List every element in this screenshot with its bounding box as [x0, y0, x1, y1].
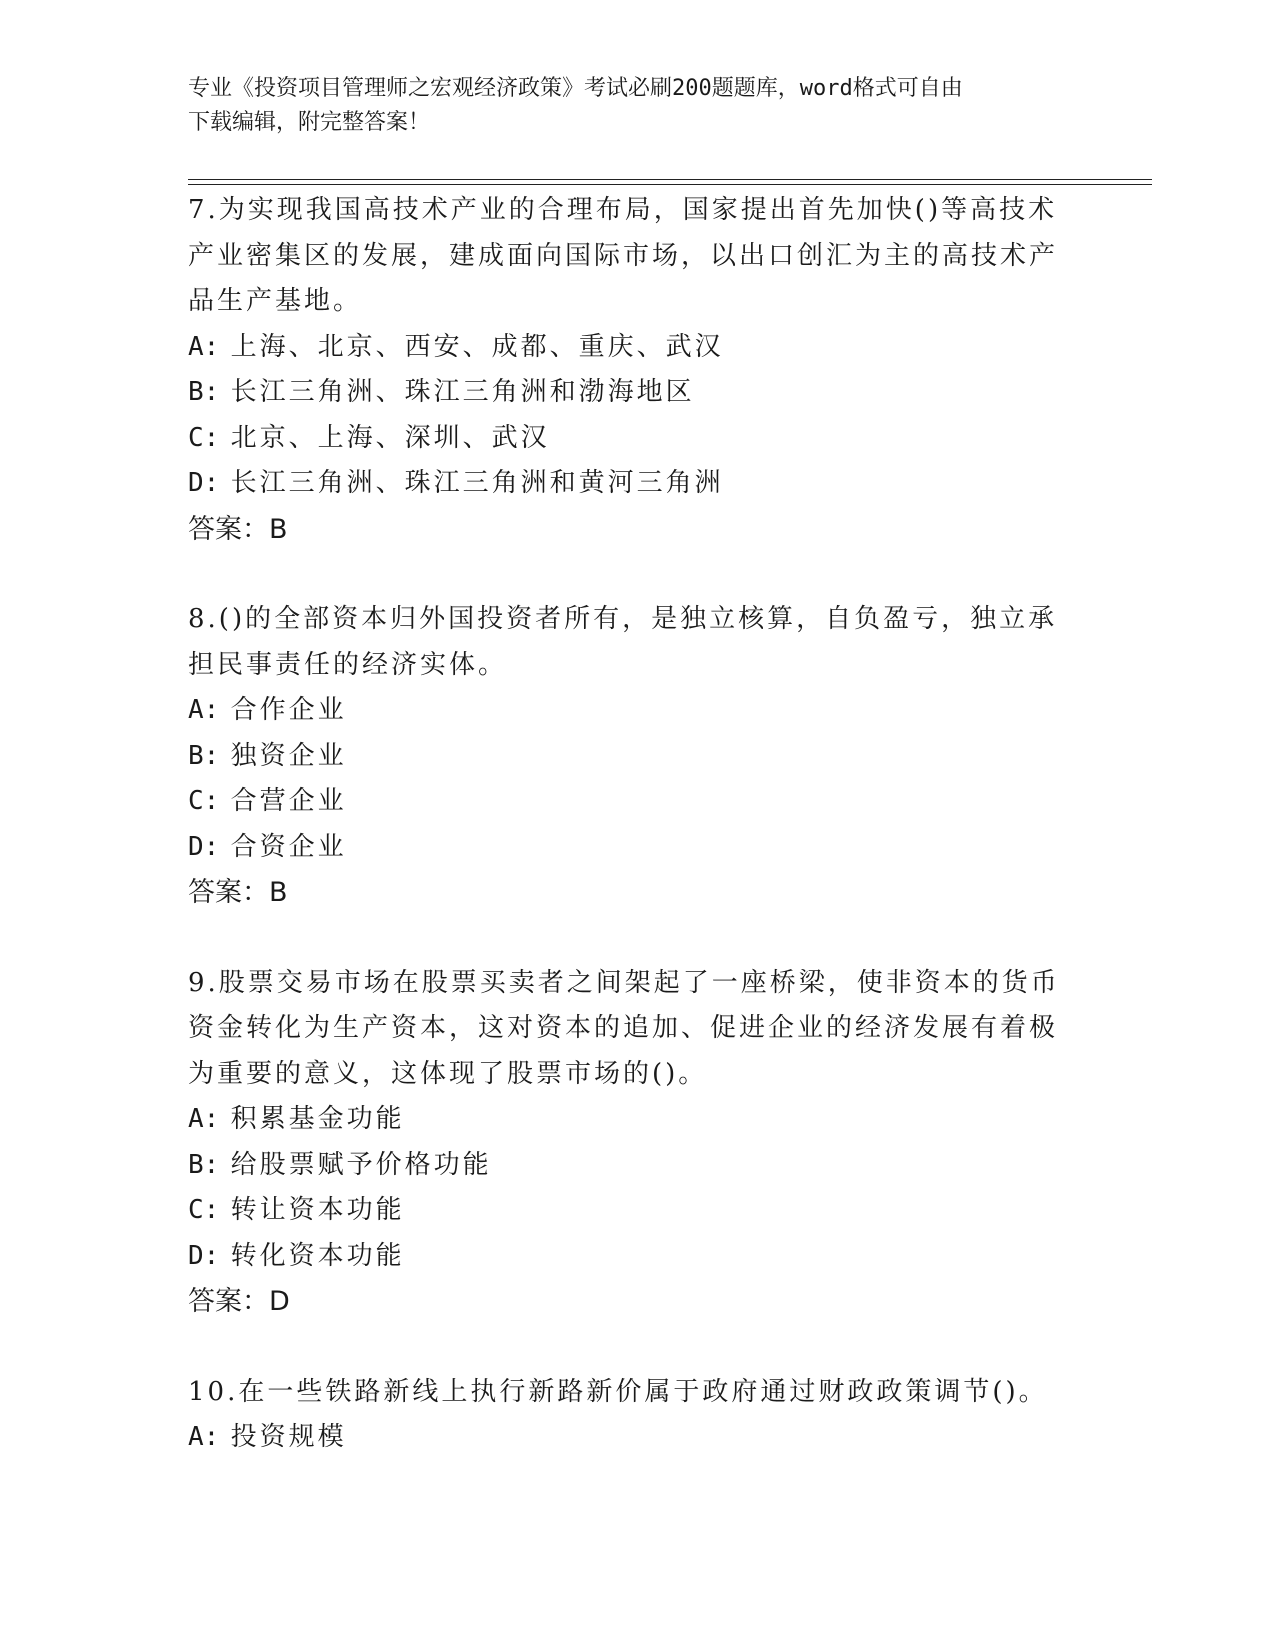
option-d	[188, 825, 1068, 871]
option-text: 转让资本功能	[230, 1195, 405, 1225]
option-b	[188, 1143, 1068, 1189]
option-c	[188, 779, 1068, 825]
option-text: 给股票赋予价格功能	[230, 1149, 492, 1180]
question-spacer	[188, 1325, 1068, 1370]
option-d	[188, 461, 1068, 507]
option-text: 上海、北京、西安、成都、重庆、武汉	[230, 331, 724, 362]
question-spacer	[188, 916, 1068, 961]
option-key: C:	[188, 422, 220, 453]
option-key: C:	[188, 786, 220, 816]
header-divider-top	[188, 179, 1152, 180]
option-key: B:	[188, 1149, 220, 1180]
option-a	[188, 1415, 1068, 1461]
option-key: A:	[188, 1422, 220, 1452]
option-key: D:	[188, 468, 220, 498]
question-8	[188, 597, 1068, 916]
option-text: 独资企业	[230, 740, 347, 771]
answer-line: 答案：D	[188, 1286, 290, 1317]
option-text: 转化资本功能	[230, 1240, 405, 1271]
question-list	[188, 188, 1068, 1461]
option-text: 合资企业	[230, 831, 347, 862]
question-text: 7.为实现我国高技术产业的合理布局，国家提出首先加快()等高技术产业密集区的发展，建成面向国际市场，以出口创汇为主的高技术产品生产基地。	[188, 195, 1059, 316]
option-text: 长江三角洲、珠江三角洲和黄河三角洲	[230, 468, 724, 498]
option-text: 积累基金功能	[230, 1104, 405, 1134]
option-c	[188, 416, 1068, 462]
option-key: A:	[188, 331, 220, 362]
option-text: 长江三角洲、珠江三角洲和渤海地区	[230, 377, 695, 407]
option-key: C:	[188, 1195, 220, 1225]
option-text: 北京、上海、深圳、武汉	[230, 422, 550, 453]
option-key: B:	[188, 377, 220, 407]
header-line-1: 专业《投资项目管理师之宏观经济政策》考试必刷200题题库，word格式可自由	[188, 76, 963, 101]
question-text: 9.股票交易市场在股票买卖者之间架起了一座桥梁，使非资本的货币资金转化为生产资本，这对资本的追加、促进企业的经济发展有着极为重要的意义，这体现了股票市场的()。	[188, 967, 1060, 1089]
option-key: B:	[188, 740, 220, 771]
option-b	[188, 734, 1068, 780]
question-spacer	[188, 552, 1068, 597]
option-text: 合作企业	[230, 695, 347, 725]
header-divider-bottom	[188, 184, 1152, 185]
header-line-2: 下载编辑，附完整答案！	[188, 110, 431, 135]
question-text: 8.()的全部资本归外国投资者所有，是独立核算，自负盈亏，独立承担民事责任的经济实体。	[188, 604, 1058, 680]
option-text: 合营企业	[230, 786, 347, 816]
question-text: 10.在一些铁路新线上执行新路新价属于政府通过财政政策调节()。	[188, 1376, 1048, 1407]
option-c	[188, 1188, 1068, 1234]
option-a	[188, 688, 1068, 734]
question-9	[188, 961, 1068, 1325]
option-key: A:	[188, 695, 220, 725]
option-key: D:	[188, 831, 220, 862]
answer-line: 答案：B	[188, 513, 288, 545]
option-text: 投资规模	[230, 1422, 347, 1452]
option-key: A:	[188, 1104, 220, 1134]
option-key: D:	[188, 1240, 220, 1271]
option-d	[188, 1234, 1068, 1280]
option-a	[188, 325, 1068, 371]
question-7	[188, 188, 1068, 552]
answer-line: 答案：B	[188, 877, 288, 908]
document-header	[188, 72, 1068, 140]
question-10	[188, 1370, 1068, 1461]
option-b	[188, 370, 1068, 416]
option-a	[188, 1097, 1068, 1143]
